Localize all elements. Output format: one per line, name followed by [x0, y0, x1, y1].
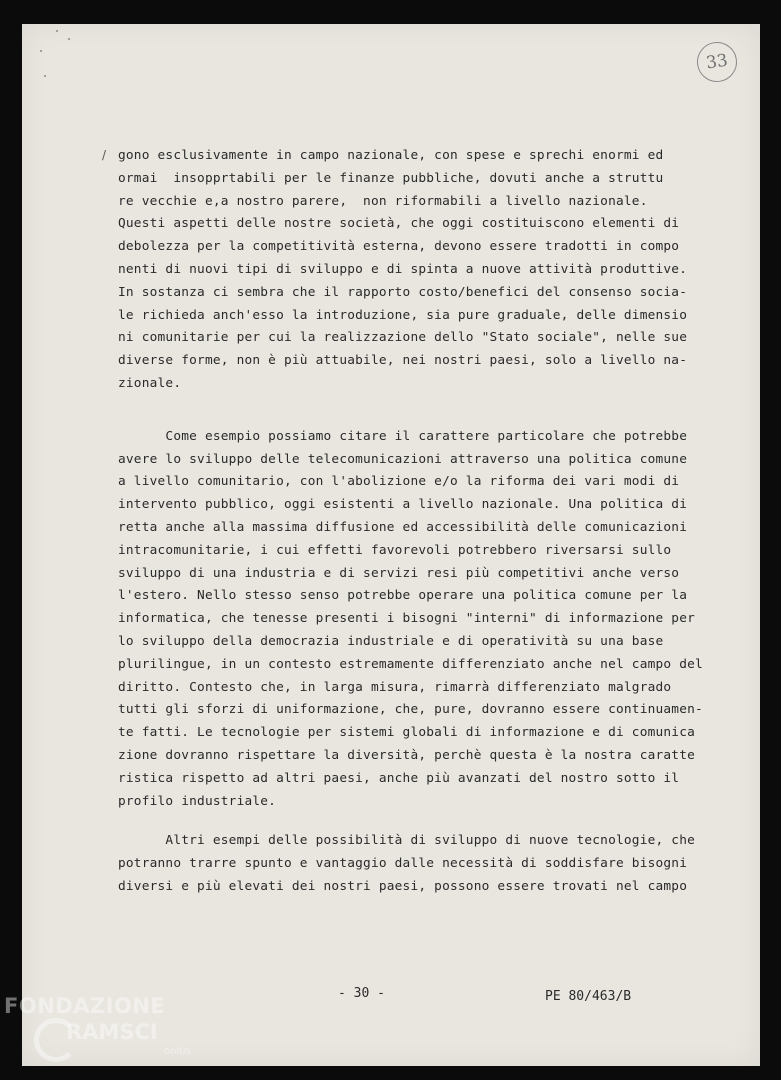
text-line: informatica, che tenesse presenti i bisogni "interni" di informazione per: [118, 611, 696, 627]
watermark-line2: RAMSCI: [66, 1020, 158, 1044]
text-line: diversi e più elevati dei nostri paesi, possono essere trovati nel campo: [118, 878, 688, 894]
paragraph-1: [118, 145, 690, 396]
text-line: ristica rispetto ad altri paesi, anche più avanzati del nostro sotto il: [118, 770, 680, 786]
text-line: sviluppo di una industria e di servizi resi più competitivi anche verso: [118, 565, 680, 581]
watermark-logo: [4, 992, 204, 1072]
document-reference: PE 80/463/B: [545, 989, 632, 1004]
text-line: l'estero. Nello stesso senso potrebbe operare una politica comune per la: [118, 588, 688, 604]
body-text: [118, 145, 703, 899]
watermark-suffix: onlus: [164, 1046, 191, 1057]
text-line: In sostanza ci sembra che il rapporto costo/benefici del consenso socia-: [118, 284, 688, 300]
text-line: diritto. Contesto che, in larga misura, rimarrà differenziato malgrado: [118, 679, 672, 695]
speck: [56, 30, 58, 32]
text-line: profilo industriale.: [118, 793, 277, 809]
text-line: te fatti. Le tecnologie per sistemi globali di informazione e di comunica: [118, 725, 696, 741]
page-stamp: 33: [694, 39, 739, 84]
speck: [44, 75, 46, 77]
text-line: tutti gli sforzi di uniformazione, che, pure, dovranno essere continuamen-: [118, 702, 703, 718]
text-line: plurilingue, in un contesto estremamente differenziato anche nel campo del: [118, 656, 703, 672]
page-number: - 30 -: [338, 986, 385, 1001]
text-line: gono esclusivamente in campo nazionale, con spese e sprechi enormi ed: [118, 148, 664, 163]
text-line: a livello comunitario, con l'abolizione e/o la riforma dei vari modi di: [118, 474, 680, 490]
paragraph-3: [118, 830, 696, 898]
text-line: ormai insopprtabili per le finanze pubbliche, dovuti anche a struttu: [118, 170, 664, 186]
watermark-line1: FONDAZIONE: [4, 994, 166, 1018]
text-line: avere lo sviluppo delle telecomunicazioni attraverso una politica comune: [118, 451, 688, 467]
text-line: le richieda anch'esso la introduzione, sia pure graduale, delle dimensio: [118, 307, 688, 323]
text-line: ni comunitarie per cui la realizzazione dello "Stato sociale", nelle sue: [118, 330, 688, 346]
text-line: re vecchie e,a nostro parere, non riformabili a livello nazionale.: [118, 193, 648, 209]
text-line: potranno trarre spunto e vantaggio dalle necessità di soddisfare bisogni: [118, 856, 688, 872]
margin-mark: /: [102, 148, 107, 162]
text-line: lo sviluppo della democrazia industriale e di operatività su una base: [118, 633, 664, 649]
text-line: retta anche alla massima diffusione ed accessibilità delle comunicazioni: [118, 519, 688, 535]
text-line: nenti di nuovi tipi di sviluppo e di spinta a nuove attività produttive.: [118, 261, 688, 277]
text-line: intervento pubblico, oggi esistenti a livello nazionale. Una politica di: [118, 497, 688, 513]
speck: [68, 38, 70, 40]
text-line: Come esempio possiamo citare il carattere particolare che potrebbe: [118, 428, 688, 444]
text-line: Altri esempi delle possibilità di sviluppo di nuove tecnologie, che: [118, 833, 696, 849]
text-line: zione dovranno rispettare la diversità, perchè questa è la nostra caratte: [118, 747, 696, 763]
paragraph-2: [118, 426, 703, 814]
text-line: diverse forme, non è più attuabile, nei nostri paesi, solo a livello na-: [118, 353, 688, 369]
text-line: debolezza per la competitività esterna, devono essere tradotti in compo: [118, 239, 680, 255]
text-line: Questi aspetti delle nostre società, che oggi costituiscono elementi di: [118, 216, 680, 232]
text-line: zionale.: [118, 375, 182, 391]
text-line: intracomunitarie, i cui effetti favorevoli potrebbero riversarsi sullo: [118, 542, 672, 558]
speck: [40, 50, 42, 52]
